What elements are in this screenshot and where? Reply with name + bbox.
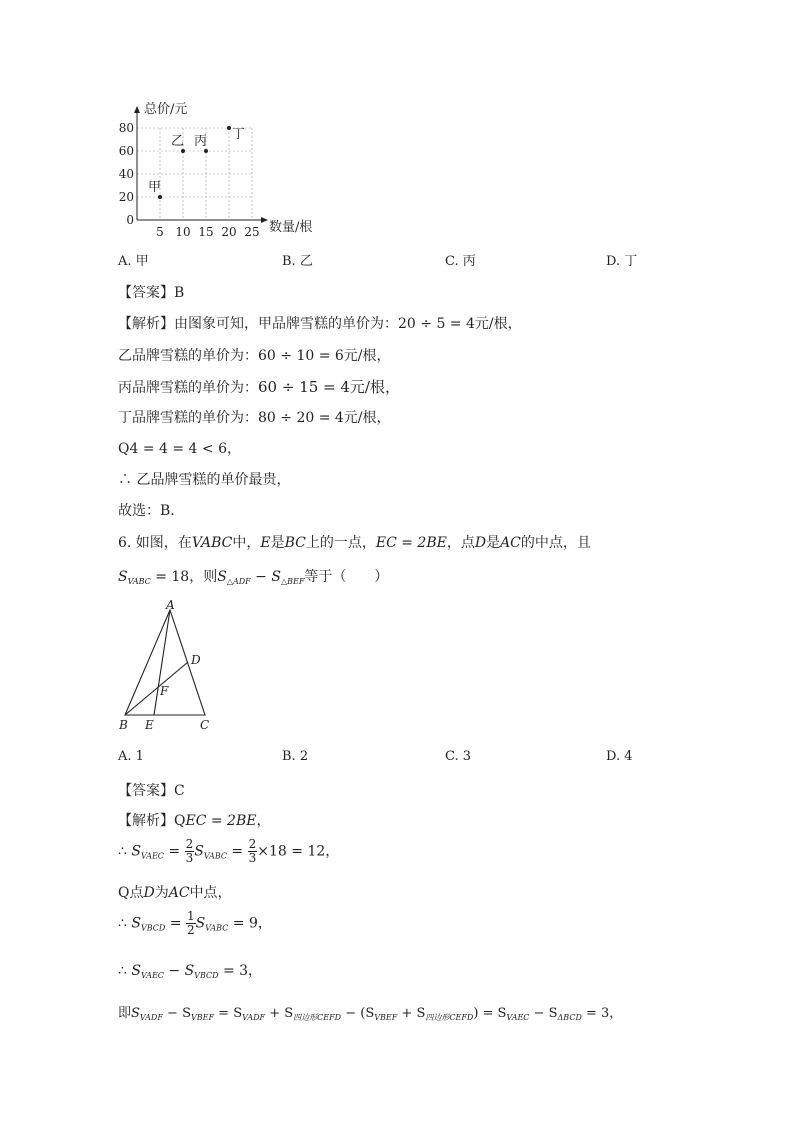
x-axis-arrow xyxy=(261,217,268,223)
q6-analysis-label: 【解析】 xyxy=(118,813,174,829)
triangle-figure xyxy=(112,598,222,734)
label-e: E xyxy=(145,718,154,732)
data-point-label: 丙 xyxy=(194,134,208,149)
data-point xyxy=(158,195,162,199)
q6-option-a: A. 1 xyxy=(118,749,144,764)
x-axis-label: 数量/根 xyxy=(269,220,313,235)
q6-analysis-line4: ∴ $S_{VBCD}$ = $\frac{1}{2}$ $S_{VABC} = 9$， xyxy=(118,909,272,937)
q5-analysis-line3: 丙品牌雪糕的单价为：60 ÷ 15 = 4元/根， xyxy=(118,378,400,396)
q6-analysis-line5: ∴ $S_{VAEC} - S_{VBCD} = 3$， xyxy=(118,963,263,980)
q6-analysis-line1: 【解析】QEC = 2BE， xyxy=(118,813,271,829)
x-tick-label: 15 xyxy=(198,225,214,239)
chart-axes xyxy=(134,106,268,223)
x-tick-label: 5 xyxy=(156,225,164,239)
q6-option-d: D. 4 xyxy=(606,749,633,764)
q6-answer xyxy=(118,780,185,800)
y-tick-label: 80 xyxy=(118,121,134,135)
x-tick-label: 25 xyxy=(244,225,260,239)
segment-ae xyxy=(154,610,170,715)
y-tick-label: 40 xyxy=(118,167,134,181)
y-tick-label: 60 xyxy=(118,144,134,158)
q6-analysis-line3: Q点D为AC中点， xyxy=(118,885,232,901)
label-f: F xyxy=(160,684,169,698)
q6-analysis-line2: ∴ $S_{VAEC}$ = $\frac{2}{3}$ $S_{VABC}$ = $\frac{2}{3}$ ×18 = 12， xyxy=(118,837,340,865)
q6-stem-line1: 6. 如图，在VABC中，E是BC上的一点，EC = 2BE，点D是AC的中点，且 xyxy=(118,535,591,551)
q6-option-b: B. 2 xyxy=(282,749,309,764)
y-axis-label: 总价/元 xyxy=(144,102,188,117)
data-point xyxy=(227,126,231,130)
x-tick-label: 20 xyxy=(221,225,237,239)
data-point-label: 乙 xyxy=(171,134,185,149)
label-b: B xyxy=(119,718,128,732)
q5-option-d: D. 丁 xyxy=(606,254,638,269)
y-axis-arrow xyxy=(134,106,140,113)
y-tick-label: 0 xyxy=(126,213,134,227)
q5-option-a: A. 甲 xyxy=(118,254,149,269)
q6-answer-value: C xyxy=(174,783,185,799)
q5-answer xyxy=(118,282,184,302)
q5-option-c: C. 丙 xyxy=(445,254,476,269)
data-point xyxy=(204,149,208,153)
q6-option-c: C. 3 xyxy=(445,749,472,764)
data-point xyxy=(181,149,185,153)
x-tick-label: 10 xyxy=(175,225,191,239)
segment-bd xyxy=(125,662,188,715)
q5-analysis-line1: 【解析】由图象可知，甲品牌雪糕的单价为：20 ÷ 5 = 4元/根， xyxy=(118,316,522,332)
q5-analysis-line4: 丁品牌雪糕的单价为：80 ÷ 20 = 4元/根， xyxy=(118,410,391,426)
q6-answer-label: 【答案】 xyxy=(118,783,174,799)
data-point-label: 甲 xyxy=(148,180,162,195)
label-a: A xyxy=(166,598,175,612)
price-quantity-chart xyxy=(112,96,342,246)
q5-option-b: B. 乙 xyxy=(282,254,313,269)
q5-analysis-line6: ∴ 乙品牌雪糕的单价最贵， xyxy=(118,472,291,488)
q5-analysis-line5: Q4 = 4 = 4 < 6， xyxy=(118,441,241,457)
q5-analysis-line2: 乙品牌雪糕的单价为：60 ÷ 10 = 6元/根， xyxy=(118,348,391,364)
q5-answer-label: 【答案】 xyxy=(118,285,174,301)
data-point-label: 丁 xyxy=(232,127,246,142)
q5-analysis-label: 【解析】 xyxy=(118,316,174,332)
y-tick-label: 20 xyxy=(118,190,134,204)
q6-stem-line2: $S_{VABC} = 18$，则$S_{\triangle ADF} - S_{\triangle BEF}$等于（ ） xyxy=(118,569,389,586)
label-d: D xyxy=(191,653,201,667)
label-c: C xyxy=(200,718,210,732)
q5-answer-value: B xyxy=(174,285,185,301)
q5-analysis-line7: 故选：B． xyxy=(118,503,185,519)
q6-analysis-line6: 即$S_{VADF} - S_{VBEF} = S_{VADF} + S_{四边形CEFD} - (S_{VBEF} + S_{四边形CEFD}) = S_{VAEC} - S_{\Delta BCD} = 3$， xyxy=(118,1006,623,1022)
